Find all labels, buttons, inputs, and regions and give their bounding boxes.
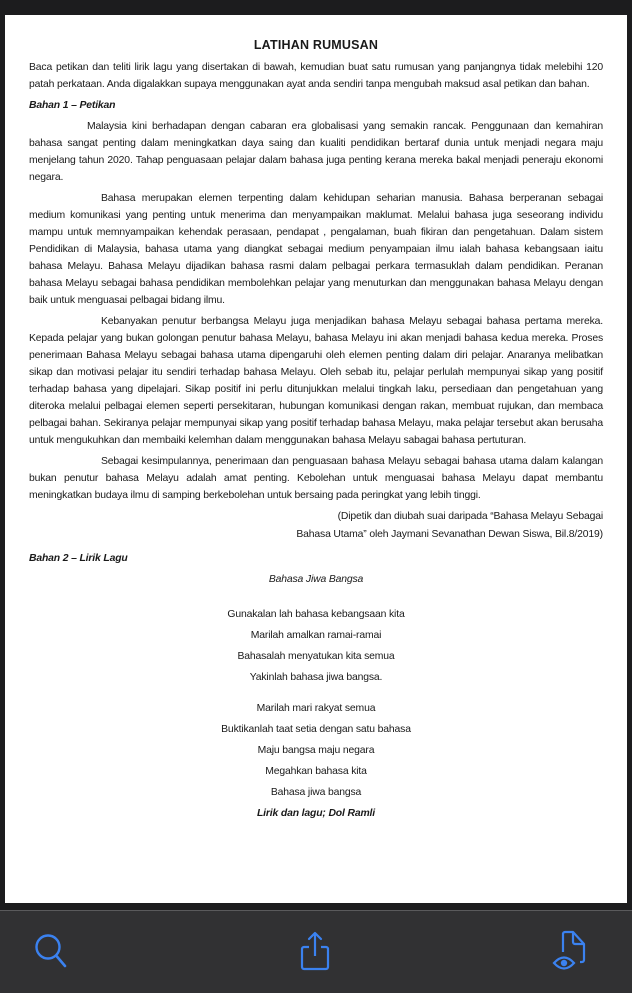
bottom-toolbar — [0, 911, 632, 993]
citation-line: Bahasa Utama” oleh Jaymani Sevanathan Dewan Siswa, Bil.8/2019) — [296, 529, 603, 540]
bahan1-heading: Bahan 1 – Petikan — [29, 100, 116, 111]
paragraph: Kebanyakan penutur berbangsa Melayu juga menjadikan bahasa Melayu sebagai bahasa pertama mereka. Kepada pelajar yang bukan golongan penutur bahasa Melayu, bahasa Melayu ini akan menjadi bahasa kedua mereka. Proses penerimaan Bahasa Melayu sebagai bahasa utama dipengaruhi oleh elemen penting dalam diri pelajar. Anaranya melibatkan sikap dan motivasi pelajar itu sendiri terhadap bahasa Melayu. Oleh sebab itu, pelajar perlulah mempunyai sikap yang positif terhadap bahasa yang dipelajari. Sikap positif ini perlu ditunjukkan melalui tingkah laku, persediaan dan pengetahuan yang diteroka melalui pelbagai elemen seperti persekitaran, hubungan komunikasi dengan rakan, membuat rujukan, dan membaca pelbagai bahan. Sekiranya pelajar mempunyai sikap yang positif terhadap bahasa Melayu, maka pelajar tersebut akan berusaha untuk mengukuhkan dan membaiki kelemhan dalam menggunakan bahasa Melayu sabagai bahasa pertuturan. — [29, 316, 603, 446]
document-page — [5, 15, 627, 903]
song-credit: Lirik dan lagu; Dol Ramli — [256, 808, 376, 819]
share-icon — [298, 929, 332, 973]
lyric-line: Buktikanlah taat setia dengan satu bahasa — [221, 724, 411, 735]
document-title: LATIHAN RUMUSAN — [253, 38, 379, 52]
citation-line: (Dipetik dan diubah suai daripada “Bahasa Melayu Sebagai — [337, 511, 603, 522]
search-button[interactable] — [29, 929, 73, 973]
instructions: Baca petikan dan teliti lirik lagu yang disertakan di bawah, kemudian buat satu rumusan yang panjangnya tidak melebihi 120 patah perkataan. Anda digalakkan supaya menggunakan ayat anda sendiri tanpa mengubah maksud asal petikan dan bahan. — [29, 62, 603, 90]
lyric-line: Bahasa jiwa bangsa — [270, 787, 362, 798]
lyric-line: Bahasalah menyatukan kita semua — [237, 651, 395, 662]
bahan2-heading: Bahan 2 – Lirik Lagu — [29, 553, 128, 564]
paragraph: Sebagai kesimpulannya, penerimaan dan penguasaan bahasa Melayu sebagai bahasa utama dalam kalangan bukan penutur bahasa Melayu adalah amat penting. Kebolehan untuk menguasai bahasa Melayu dapat membantu meningkatkan budaya ilmu di samping berkebolehan untuk bersaing pada peringkat yang lebih tinggi. — [29, 456, 603, 501]
lyric-line: Marilah mari rakyat semua — [256, 703, 376, 714]
paragraph: Bahasa merupakan elemen terpenting dalam kehidupan seharian manusia. Bahasa berperanan sebagai medium komunikasi yang penting untuk menerima dan menyampaikan maklumat. Melalui bahasa juga seseorang individu mampu untuk memnyampaikan kehendak perasaan, pendapat , pengalaman, buah fikiran dan pengetahuan. Dalam sistem Pendidikan di Malaysia, bahasa utama yang diangkat sebagai medium penyampaian ilmu ialah bahasa kebangsaan iaitu bahasa Melayu. Bahasa Melayu dijadikan bahasa rasmi dalam pelbagai perkara termasuklah dalam pendidikan. Peranan bahasa Melayu sebagai bahasa pendidikan membolehkan pelajar yang menuturkan dan menggunakan bahasa Melayu dengan baik untuk menguasai pelbagai bidang ilmu. — [29, 193, 603, 306]
lyric-line: Yakinlah bahasa jiwa bangsa. — [249, 672, 383, 683]
document-preview-icon — [552, 928, 592, 974]
document-preview-button[interactable] — [550, 929, 594, 973]
lyric-line: Maju bangsa maju negara — [257, 745, 375, 756]
song-title: Bahasa Jiwa Bangsa — [268, 574, 364, 585]
citation — [29, 508, 603, 544]
search-icon — [33, 931, 69, 971]
lyric-line: Megahkan bahasa kita — [265, 766, 367, 777]
paragraph: Malaysia kini berhadapan dengan cabaran era globalisasi yang semakin rancak. Penggunaan dan kemahiran bahasa sangat penting dalam meningkatkan daya saing dan kualiti pendidikan bertaraf dunia untuk menjadi negara maju menjelang tahun 2020. Tahap penguasaan pelajar dalam bahasa juga penting kerana mereka bakal menjadi peneraju ekonomi negara. — [29, 121, 603, 183]
lyric-line: Marilah amalkan ramai-ramai — [250, 630, 382, 641]
share-button[interactable] — [293, 929, 337, 973]
lyric-line: Gunakalan lah bahasa kebangsaan kita — [227, 609, 405, 620]
